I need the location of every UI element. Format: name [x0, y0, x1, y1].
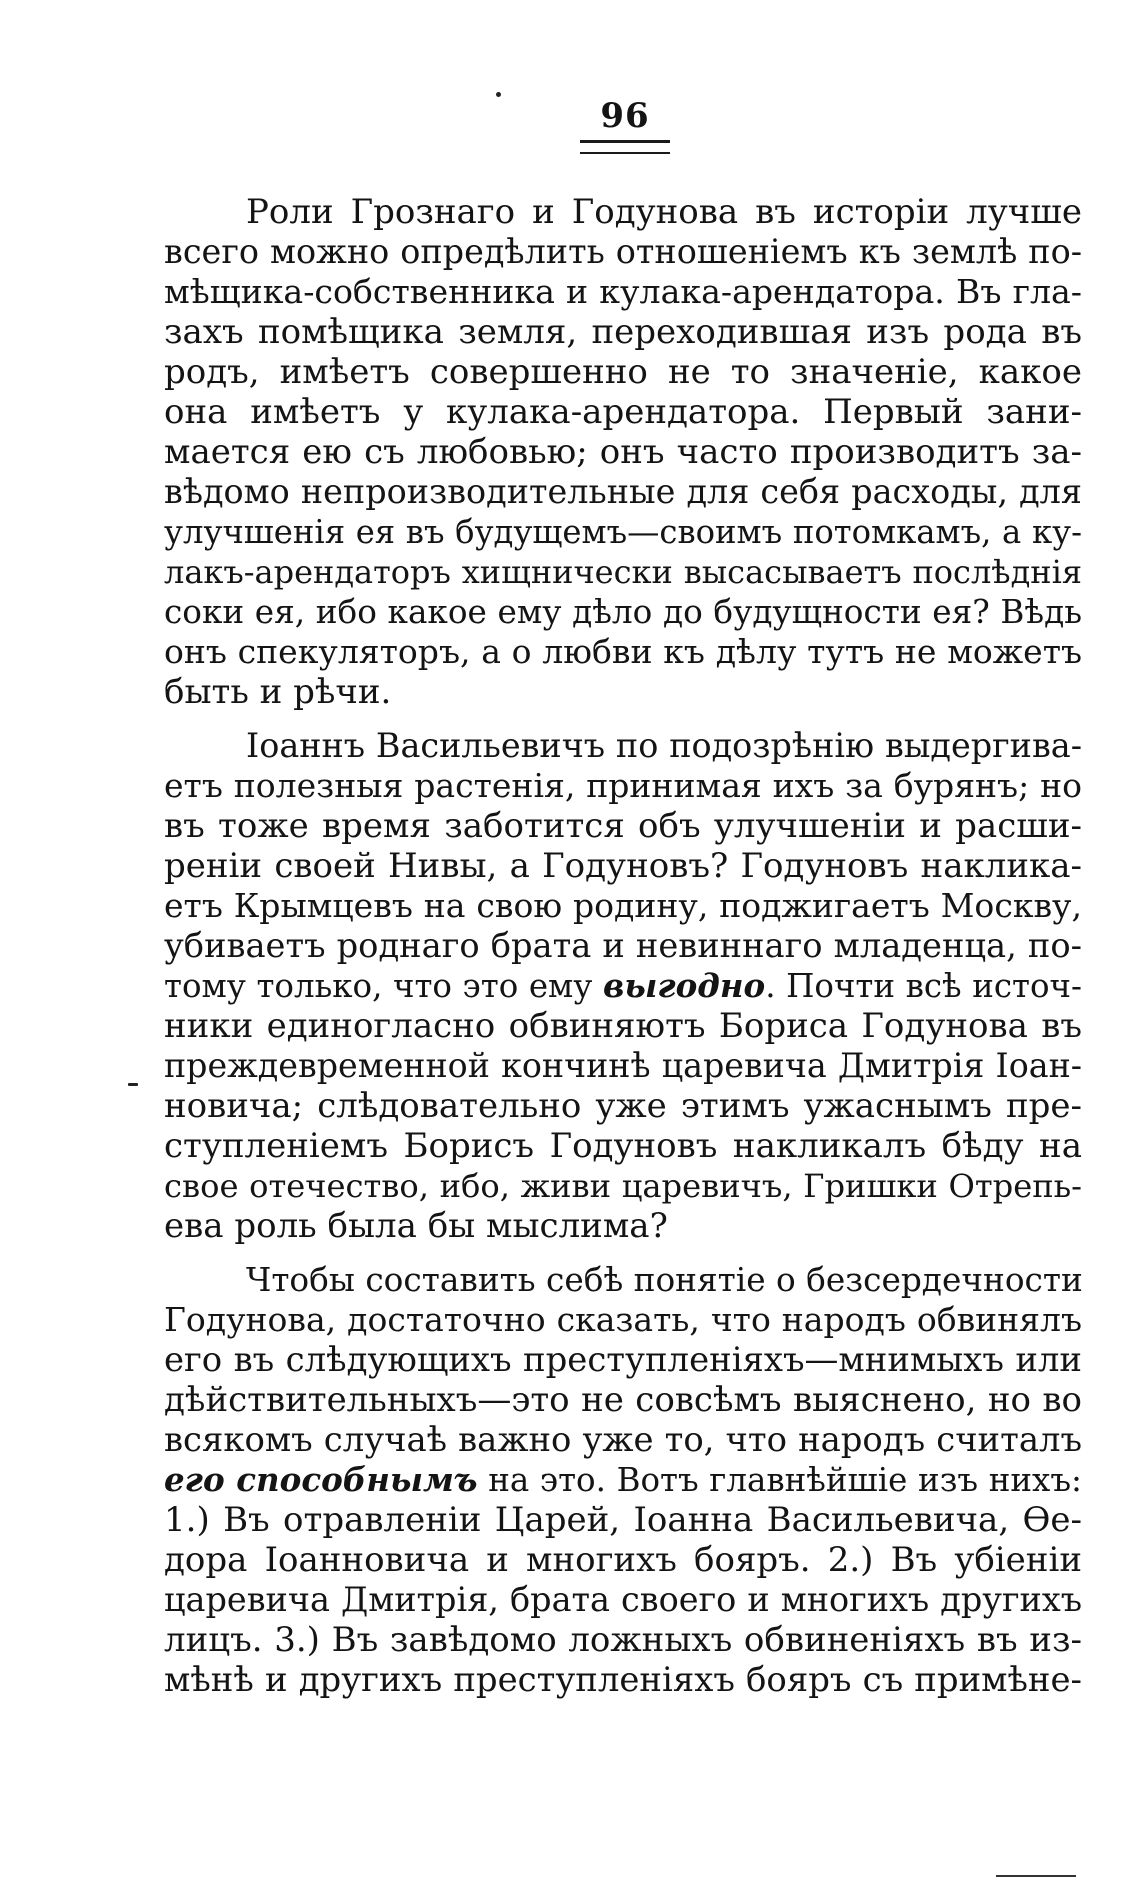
text-line: лицъ. 3.) Въ завѣдомо ложныхъ обвиненіяхъ въ из-: [164, 1620, 1082, 1660]
text-line: преждевременной кончинѣ царевича Дмитрія Іоан-: [164, 1046, 1082, 1085]
paragraph-3: [164, 1260, 1082, 1700]
text-segment: тому только, что это ему: [164, 967, 593, 1005]
text-line: етъ полезныя растенія, принимая ихъ за бурянъ; но: [164, 766, 1082, 805]
text-line: соки ея, ибо какое ему дѣло до будущности ея? Вѣдь: [164, 593, 1082, 631]
text-line: всего можно опредѣлить отношеніемъ къ землѣ по-: [164, 232, 1082, 271]
text-line: ники единогласно обвиняютъ Бориса Годунова въ: [164, 1006, 1082, 1046]
text-line: его въ слѣдующихъ преступленіяхъ—мнимыхъ или: [164, 1340, 1082, 1379]
text-line: 1.) Въ отравленіи Царей, Іоанна Васильевича, Ѳе-: [164, 1500, 1082, 1540]
text-line: быть и рѣчи.: [164, 672, 392, 712]
text-line: улучшенія ея въ будущемъ—своимъ потомкамъ, а ку-: [164, 513, 1082, 551]
paragraph-2: [164, 726, 1082, 1246]
page-number-rule: [580, 140, 670, 154]
footer-rule: [996, 1875, 1076, 1877]
text-line: [164, 966, 1082, 1006]
text-line: захъ помѣщика земля, переходившая изъ рода въ: [164, 312, 1082, 352]
emphasized-phrase: его способнымъ: [164, 1460, 478, 1499]
text-segment: на это. Вотъ главнѣйшіе изъ нихъ:: [477, 1461, 1082, 1499]
text-line: дора Іоанновича и многихъ бояръ. 2.) Въ убіеніи: [164, 1540, 1082, 1580]
text-line: Годунова, достаточно сказать, что народъ обвинялъ: [164, 1300, 1082, 1339]
text-line: она имѣетъ у кулака-арендатора. Первый зани-: [164, 392, 1082, 432]
text-line: [164, 1460, 1082, 1500]
text-line: мѣщика-собственника и кулака-арендатора. Въ гла-: [164, 272, 1082, 311]
text-segment: . Почти всѣ источ-: [765, 967, 1082, 1005]
text-line: реніи своей Нивы, а Годуновъ? Годуновъ наклика-: [164, 846, 1082, 886]
text-line: свое отечество, ибо, живи царевичъ, Гришки Отрепь-: [164, 1167, 1082, 1205]
text-line: мѣнѣ и другихъ преступленіяхъ бояръ съ примѣне-: [164, 1660, 1082, 1699]
text-line: въ тоже время заботится объ улучшеніи и расши-: [164, 806, 1082, 846]
ink-speck: [128, 1083, 138, 1086]
text-line: Роли Грознаго и Годунова въ исторіи лучше: [246, 192, 1082, 232]
page-number: 96: [600, 96, 650, 136]
text-line: царевича Дмитрія, брата своего и многихъ другихъ: [164, 1580, 1082, 1619]
text-line: дѣйствительныхъ—это не совсѣмъ выяснено, но во: [164, 1380, 1082, 1420]
paragraph-gap: [164, 1246, 1082, 1260]
text-line: онъ спекуляторъ, а о любви къ дѣлу тутъ не можетъ: [164, 632, 1082, 671]
text-line: родъ, имѣетъ совершенно не то значеніе, какое: [164, 352, 1082, 392]
text-line: всякомъ случаѣ важно уже то, что народъ считалъ: [164, 1420, 1082, 1459]
emphasized-word: выгодно: [603, 967, 766, 1005]
text-line: убиваетъ роднаго брата и невиннаго младенца, по-: [164, 926, 1082, 965]
text-line: мается ею съ любовью; онъ часто производитъ за-: [164, 432, 1082, 472]
text-line: ступленіемъ Борисъ Годуновъ накликалъ бѣду на: [164, 1126, 1082, 1166]
ink-speck: [496, 92, 501, 97]
text-line: Іоаннъ Васильевичъ по подозрѣнію выдергива-: [246, 726, 1082, 765]
paragraph-1: [164, 192, 1082, 712]
text-line: вѣдомо непроизводительные для себя расходы, для: [164, 472, 1082, 511]
text-line: етъ Крымцевъ на свою родину, поджигаетъ Москву,: [164, 886, 1082, 925]
text-line: Чтобы составить себѣ понятіе о безсердечности: [246, 1261, 1083, 1299]
text-line: лакъ-арендаторъ хищнически высасываетъ послѣднія: [164, 553, 1082, 591]
page-header: [580, 96, 670, 154]
text-line: ева роль была бы мыслима?: [164, 1206, 668, 1246]
paragraph-gap: [164, 712, 1082, 726]
text-body: [164, 192, 1082, 1700]
text-line: новича; слѣдовательно уже этимъ ужаснымъ пре-: [164, 1086, 1082, 1126]
